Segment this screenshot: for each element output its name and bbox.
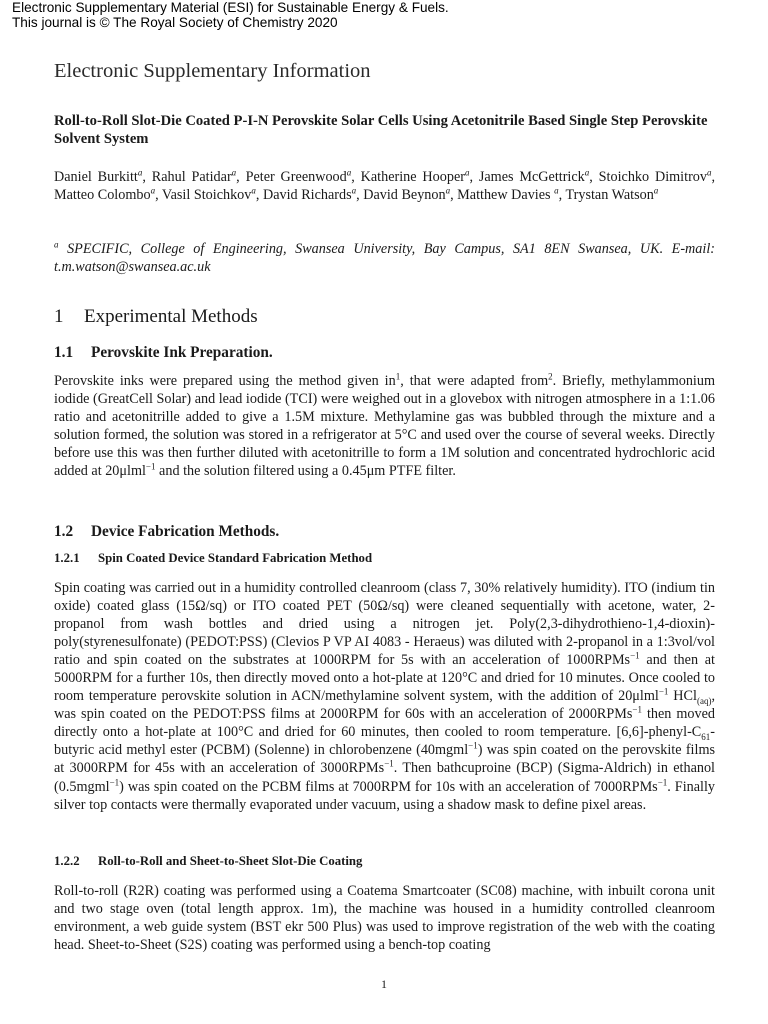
paragraph-ink-preparation: Perovskite inks were prepared using the method given $in^1$, that were adapted from$^2$. Briefly, methylammonium iodide (GreatCell Solar) and lead iodide (TCI) were weighed out in a glovebox with nitrogen atmosphere in a 1:1.06 ratio and acetonitrille added to give a 1.5M mixture. Methylamine gas was bubbled through the mixture and a solution formed, the solution was stored in a refrigerator at 5°C and used over the course of several weeks. Directly before use this was then further diluted with acetonitrille to form a 1M solution and concentrated hydrochloric acid added at 20μlml$^{-1}$ and the solution filtered using a 0.45μm PTFE filter. — [54, 371, 715, 480]
paragraph-slot-die: Roll-to-roll (R2R) coating was performed using a Coatema Smartcoater (SC08) machine, with inbuilt corona unit and two stage oven (total length approx. 1m), the machine was housed in a humidity controlled cleanroom environment, a web guide system (BST ekr 500 Plus) was used to improve registration of the web with the coating head. Sheet-to-Sheet (S2S) coating was performed using a bench-top coating — [54, 883, 715, 954]
esi-header-line1: Electronic Supplementary Material (ESI) for Sustainable Energy & Fuels. — [12, 0, 449, 15]
subsection-title: Device Fabrication Methods. — [91, 523, 280, 540]
section-title: Experimental Methods — [84, 306, 258, 327]
section-number: 1 — [54, 306, 64, 327]
author: Stoichko Dimitrov — [598, 169, 707, 185]
author: Daniel Burkitt — [54, 169, 138, 185]
page-number: 1 — [381, 977, 387, 991]
subsection-heading — [54, 523, 279, 541]
subsubsection-number: 1.2.1 — [54, 551, 80, 565]
author: David Richards — [262, 187, 352, 203]
author: David Beynon — [363, 187, 446, 203]
section-heading — [54, 306, 258, 328]
subsubsection-heading — [54, 551, 372, 566]
affiliation-mark: a — [54, 239, 59, 250]
esi-title: Electronic Supplementary Information — [54, 60, 371, 82]
author: James McGettrick — [478, 169, 585, 185]
subsubsection-number: 1.2.2 — [54, 854, 80, 868]
paragraph-spin-coating: Spin coating was carried out in a humidity controlled cleanroom (class 7, 30% relatively humidity). ITO (indium tin oxide) coated glass (15Ω/sq) or ITO coated PET (50Ω/sq) were cleaned sequentially with acetone, water, 2-propanol from wash bottles and dried using a nitrogen jet. Poly(2,3-dihydrothieno-1,4-dioxin)-poly(styrenesulfonate) (PEDOT:PSS) (Clevios P VP AI 4083 - Heraeus) was diluted with 2-propanol in a 1:3vol/vol ratio and spin coated on the substrates at 1000RPM for 5s with an acceleration of 1000RPMs$^{-1}$ and then at 5000RPM for a further 10s, then directly moved onto a hot-plate at 120°C and dried for 10 minutes. Once cooled to room temperature perovskite solution in ACN/methylamine solvent system, with the addition of 20μlml$^{-1}$ HCl$_{(aq)}$, was spin coated on the PEDOT:PSS films at 2000RPM for 60s with an acceleration of 2000RPMs$^{-1}$ then moved directly onto a hot-plate at 100°C and dried for 60 minutes, then cooled to room temperature. $[6,6]-phenyl-C_{61}$-butyric acid methyl ester (PCBM) (Solenne) in chlorobenzene (40mgml$^{-1}$) was spin coated on the perovskite films at 3000RPM for 45s with an acceleration of 3000RPMs$^{-1}$. Then bathcuproine (BCP) (Sigma-Aldrich) in ethanol (0.5mgml$^{-1}$) was spin coated on the PCBM films at 7000RPM for 10s with an acceleration of 7000RPMs$^{-1}$. Finally silver top contacts were thermally evaporated under vacuum, using a shadow mask to define pixel areas. — [54, 580, 716, 813]
subsubsection-title: Roll-to-Roll and Sheet-to-Sheet Slot-Die Coating — [98, 854, 363, 868]
subsubsection-heading — [54, 854, 362, 869]
author: Peter Greenwood — [245, 169, 347, 185]
subsection-title: Perovskite Ink Preparation. — [91, 344, 273, 361]
affiliation — [54, 240, 715, 276]
author: Matthew Davies — [457, 187, 551, 203]
subsection-number: 1.1 — [54, 344, 74, 361]
author: Vasil Stoichkov — [161, 187, 252, 203]
esi-header-line2: This journal is © The Royal Society of Chemistry 2020 — [12, 15, 338, 30]
paper-title: Roll-to-Roll Slot-Die Coated P-I-N Perovskite Solar Cells Using Acetonitrile Based Single Step Perovskite Solvent System — [54, 113, 708, 147]
author-list: Daniel Burkitt$^a$, Rahul Patidar$^a$, Peter Greenwood$^a$, Katherine Hooper$^a$, James McGettrick$^a$, Stoichko Dimitrov$^a$, Matteo Colombo$^a$, Vasil Stoichkov$^a$, David Richards$^a$, David Beynon$^a$, Matthew Davies $^a$, Trystan Watson$^a$ — [54, 167, 716, 203]
author: Katherine Hooper — [360, 169, 465, 185]
affiliation-text: SPECIFIC, College of Engineering, Swansea University, Bay Campus, SA1 8EN Swansea, UK. E-mail: t.m.watson@swansea.ac.uk — [54, 241, 716, 275]
esi-header — [12, 0, 449, 30]
author: Matteo Colombo — [54, 187, 151, 203]
author: Trystan Watson — [565, 187, 654, 203]
subsection-heading — [54, 344, 273, 362]
subsection-number: 1.2 — [54, 523, 74, 540]
author: Rahul Patidar — [151, 169, 232, 185]
subsubsection-title: Spin Coated Device Standard Fabrication Method — [98, 551, 373, 565]
